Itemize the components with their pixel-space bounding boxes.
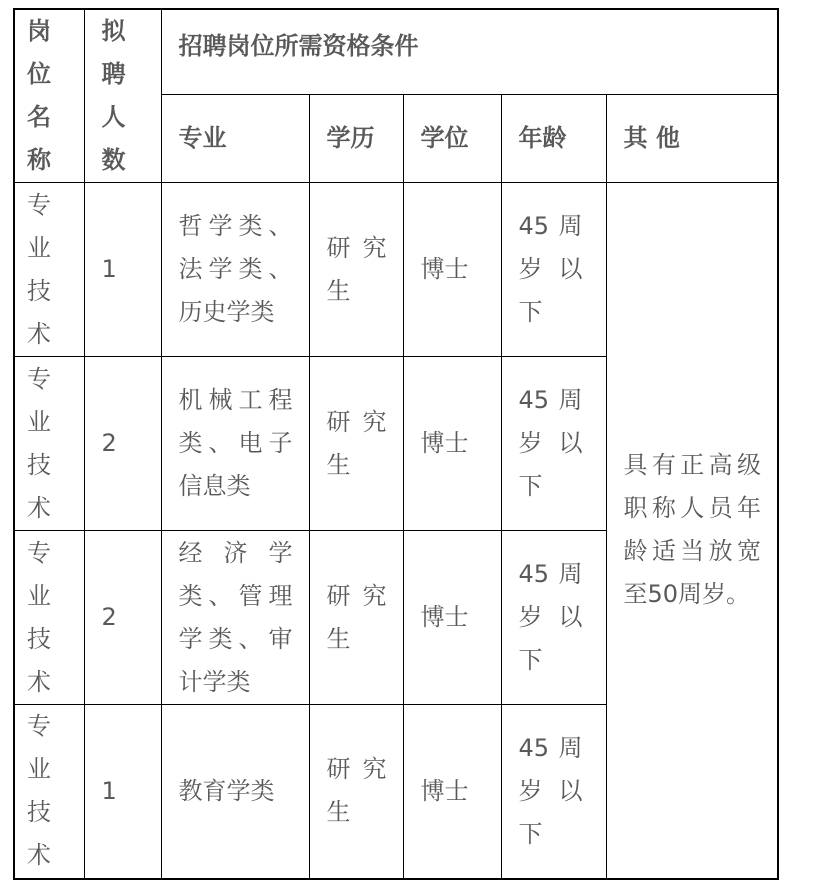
cell-position: 专业技术: [14, 705, 84, 879]
cell-headcount: 2: [84, 531, 161, 705]
cell-major: 教育学类: [161, 705, 309, 879]
recruitment-table: [13, 8, 779, 880]
cell-education: 研究生: [309, 183, 403, 357]
cell-age: 45周岁以下: [501, 531, 606, 705]
cell-position: 专业技术: [14, 531, 84, 705]
cell-age: 45周岁以下: [501, 183, 606, 357]
header-education: 学历: [309, 95, 403, 183]
header-position: 岗位名称: [14, 9, 84, 183]
cell-degree: 博士: [403, 531, 501, 705]
table-row: [14, 183, 778, 357]
cell-major: 经济学类、管理学类、审计学类: [161, 531, 309, 705]
cell-position: 专业技术: [14, 183, 84, 357]
cell-age: 45周岁以下: [501, 705, 606, 879]
header-age: 年龄: [501, 95, 606, 183]
cell-major: 机械工程类、电子信息类: [161, 357, 309, 531]
header-qualifications: 招聘岗位所需资格条件: [161, 9, 778, 95]
cell-age: 45周岁以下: [501, 357, 606, 531]
header-row-1: [14, 9, 778, 95]
cell-education: 研究生: [309, 357, 403, 531]
header-major: 专业: [161, 95, 309, 183]
cell-headcount: 1: [84, 705, 161, 879]
header-degree: 学位: [403, 95, 501, 183]
cell-education: 研究生: [309, 705, 403, 879]
cell-degree: 博士: [403, 183, 501, 357]
header-headcount: 拟聘人数: [84, 9, 161, 183]
cell-degree: 博士: [403, 705, 501, 879]
header-other: 其 他: [606, 95, 778, 183]
cell-headcount: 2: [84, 357, 161, 531]
cell-education: 研究生: [309, 531, 403, 705]
cell-headcount: 1: [84, 183, 161, 357]
cell-major: 哲学类、法学类、历史学类: [161, 183, 309, 357]
cell-other-note: 具有正高级职称人员年龄适当放宽至50周岁。: [606, 183, 778, 879]
cell-degree: 博士: [403, 357, 501, 531]
cell-position: 专业技术: [14, 357, 84, 531]
